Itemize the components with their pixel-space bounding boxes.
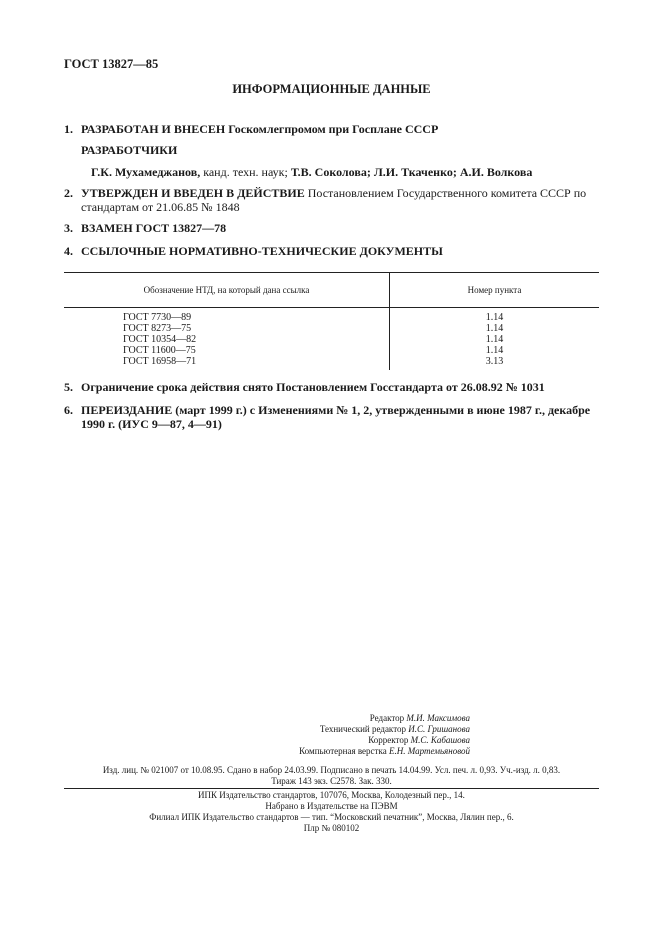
publisher-line-4: Плр № 080102 [303, 823, 360, 833]
section-6-text: ПЕРЕИЗДАНИЕ (март 1999 г.) с Изменениями № 1, 2, утвержденными в июне 1987 г., декабре 1990 г. (ИУС 9—87, 4—91) [81, 403, 591, 431]
table-cell-clause: 1.14 [485, 312, 504, 323]
section-6-number: 6. [64, 403, 73, 417]
section-2-heading: УТВЕРЖДЕН И ВВЕДЕН В ДЕЙСТВИЕ [81, 186, 305, 200]
license-line-2: Тираж 143 экз. С2578. Зак. 330. [271, 776, 392, 786]
section-4 [64, 244, 601, 258]
section-1 [64, 122, 601, 136]
section-4-text: ССЫЛОЧНЫЕ НОРМАТИВНО-ТЕХНИЧЕСКИЕ ДОКУМЕНТЫ [81, 244, 443, 258]
credit-editor-name: М.И. Максимова [406, 713, 470, 723]
table-row [64, 356, 599, 370]
section-1-number: 1. [64, 122, 73, 136]
credit-layout-name: Е.Н. Мартемьяновой [388, 746, 470, 756]
document-code: ГОСТ 13827—85 [64, 57, 159, 71]
developer-lead: Г.К. Мухамеджанов, [91, 165, 201, 179]
credit-proofreader [210, 735, 470, 746]
column-header-clause: Номер пункта [390, 273, 600, 308]
credit-editor [210, 713, 470, 724]
credit-tech-editor-label: Технический редактор [319, 724, 407, 734]
developers-list [91, 165, 532, 180]
license-info [64, 765, 599, 787]
developer-others: Т.В. Соколова; Л.И. Ткаченко; А.И. Волкова [290, 165, 533, 179]
credit-editor-label: Редактор [369, 713, 405, 723]
section-5 [64, 380, 601, 394]
section-4-number: 4. [64, 244, 73, 258]
section-5-text: Ограничение срока действия снято Постановлением Госстандарта от 26.08.92 № 1031 [81, 380, 545, 394]
credit-proofreader-label: Корректор [368, 735, 409, 745]
publisher-info [64, 790, 599, 834]
developers-heading: РАЗРАБОТЧИКИ [81, 143, 178, 157]
column-header-document: Обозначение НТД, на который дана ссылка [64, 273, 390, 308]
publisher-line-1: ИПК Издательство стандартов, 107076, Москва, Колодезный пер., 14. [198, 790, 465, 800]
table-cell-document: ГОСТ 8273—75 [64, 323, 390, 334]
table-cell-clause: 3.13 [485, 356, 504, 367]
license-line-1: Изд. лиц. № 021007 от 10.08.95. Сдано в набор 24.03.99. Подписано в печать 14.04.99. Усл. печ. л. 0,93. Уч.-изд. л. 0,83. [102, 765, 561, 775]
table-row [64, 334, 599, 345]
section-3-number: 3. [64, 221, 73, 235]
table-row [64, 345, 599, 356]
editorial-credits [210, 713, 470, 757]
table-cell-clause: 1.14 [485, 323, 504, 334]
page-title: ИНФОРМАЦИОННЫЕ ДАННЫЕ [232, 82, 431, 96]
table-row [64, 323, 599, 334]
credit-layout-label: Компьютерная верстка [299, 746, 387, 756]
table-cell-document: ГОСТ 7730—89 [64, 308, 390, 324]
section-2-text: Постановлением Государственного комитета СССР по стандартам от 21.06.85 № 1848 [81, 186, 587, 214]
section-5-number: 5. [64, 380, 73, 394]
table-cell-document: ГОСТ 10354—82 [64, 334, 390, 345]
section-3 [64, 221, 601, 235]
table-cell-clause: 1.14 [485, 345, 504, 356]
credit-proofreader-name: М.С. Кабашова [410, 735, 470, 745]
divider [64, 788, 599, 789]
credit-layout [210, 746, 470, 757]
table-cell-clause: 1.14 [485, 334, 504, 345]
publisher-line-3: Филиал ИПК Издательство стандартов — тип. “Московский печатник”, Москва, Лялин пер., 6. [149, 812, 514, 822]
reference-documents-table [64, 272, 599, 370]
credit-tech-editor [210, 724, 470, 735]
developer-lead-degree: канд. техн. наук; [200, 165, 291, 179]
section-2 [64, 186, 601, 214]
table-cell-document: ГОСТ 11600—75 [64, 345, 390, 356]
credit-tech-editor-name: И.С. Гришанова [408, 724, 470, 734]
section-1-text: РАЗРАБОТАН И ВНЕСЕН Госкомлегпромом при Госплане СССР [81, 122, 439, 136]
section-2-number: 2. [64, 186, 73, 200]
section-6 [64, 403, 601, 431]
table-row [64, 308, 599, 324]
table-cell-document: ГОСТ 16958—71 [64, 356, 390, 370]
publisher-line-2: Набрано в Издательстве на ПЭВМ [265, 801, 398, 811]
section-3-text: ВЗАМЕН ГОСТ 13827—78 [81, 221, 227, 235]
